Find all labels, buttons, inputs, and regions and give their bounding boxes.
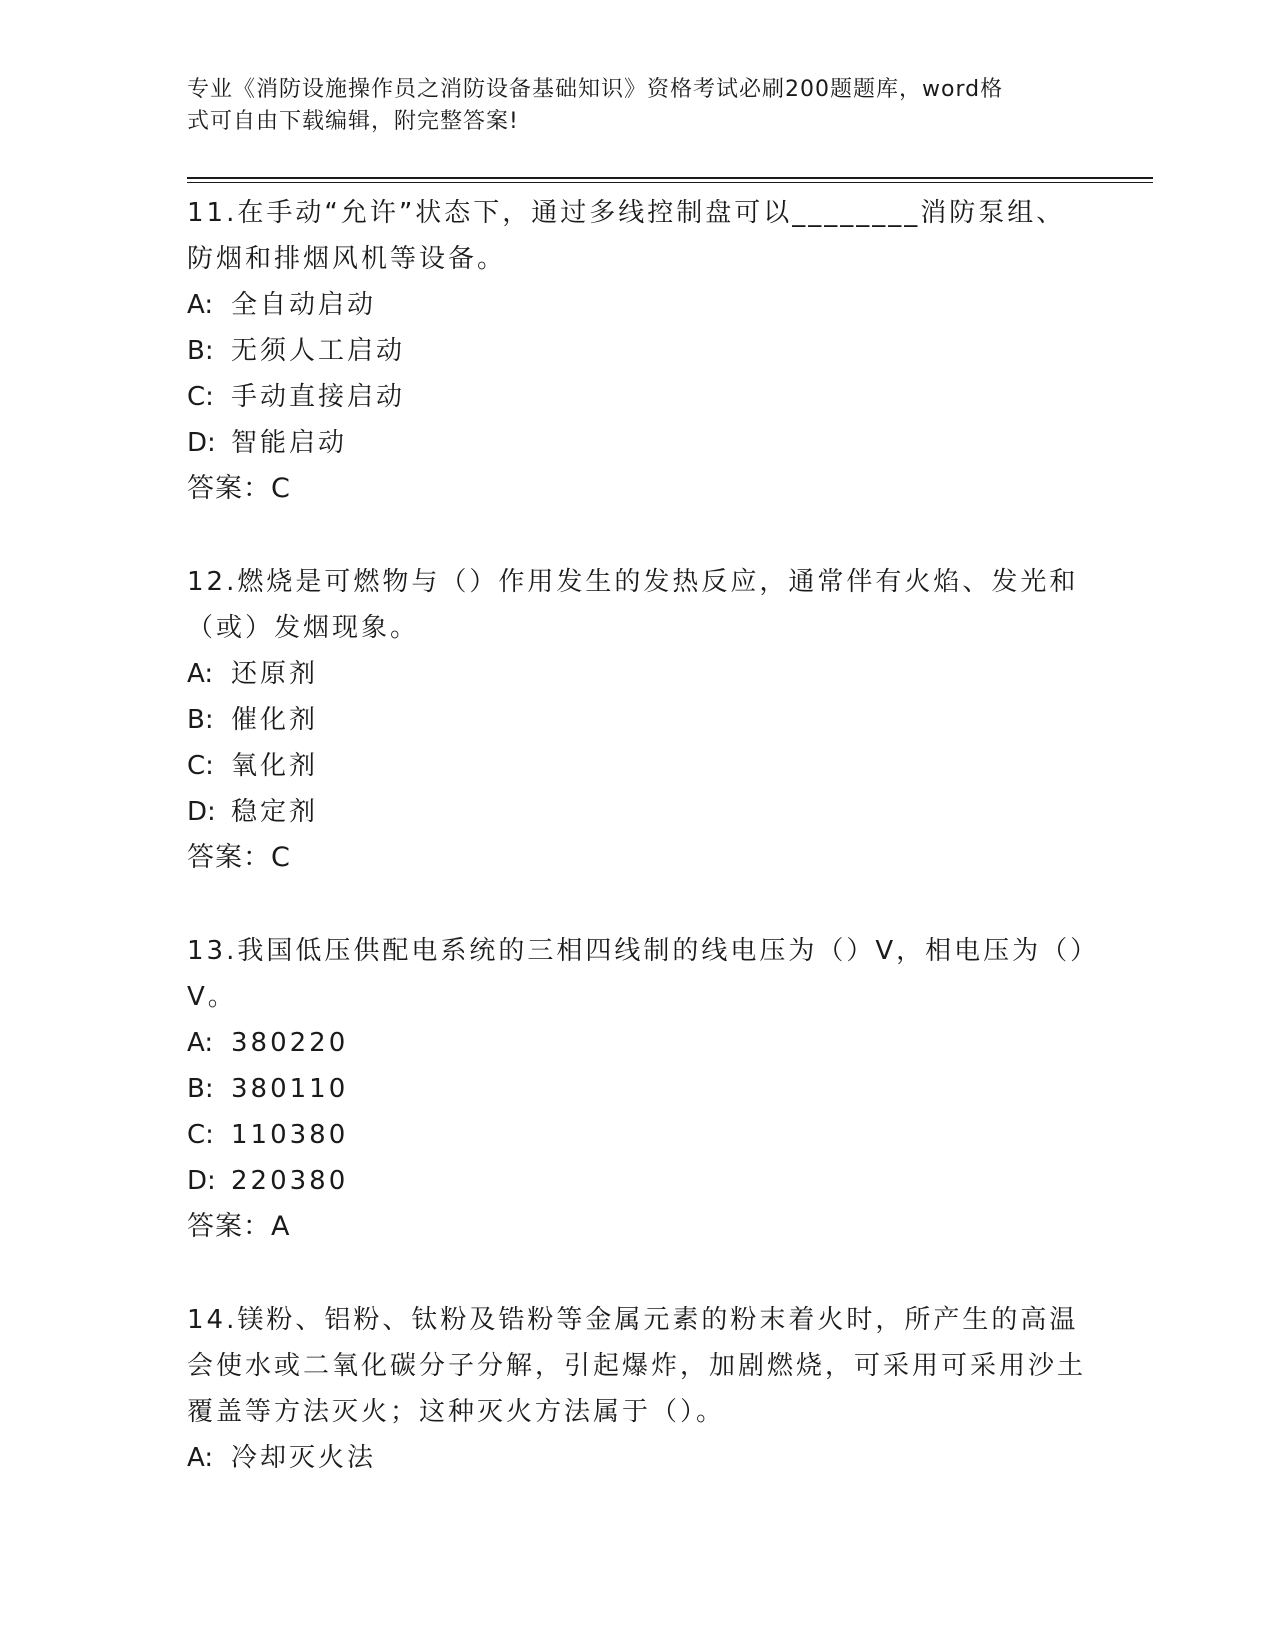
option-letter: D: xyxy=(187,1166,216,1196)
option-text: 氧化剂 xyxy=(231,751,319,781)
option-letter: A: xyxy=(187,290,214,320)
header-rule-thick xyxy=(187,177,1153,179)
document-header xyxy=(187,74,1087,138)
option-letter: C: xyxy=(187,382,214,412)
option-b xyxy=(187,328,1087,374)
question-stem: 11.在手动“允许”状态下，通过多线控制盘可以________消防泵组、防烟和排烟风机等设备。 xyxy=(187,198,1066,274)
option-text: 稳定剂 xyxy=(231,797,319,827)
option-a xyxy=(187,651,1087,697)
option-b xyxy=(187,697,1087,743)
option-letter: A: xyxy=(187,1028,214,1058)
option-letter: B: xyxy=(187,336,214,366)
answer-line: 答案：C xyxy=(187,473,291,504)
option-text: 220380 xyxy=(231,1166,349,1196)
option-text: 还原剂 xyxy=(231,659,319,689)
option-c xyxy=(187,374,1087,420)
question-stem: 12.燃烧是可燃物与（）作用发生的发热反应，通常伴有火焰、发光和（或）发烟现象。 xyxy=(187,567,1079,643)
option-letter: A: xyxy=(187,659,214,689)
option-a xyxy=(187,1435,1087,1481)
question-13 xyxy=(187,928,1087,1250)
option-text: 冷却灭火法 xyxy=(231,1443,377,1473)
option-text: 无须人工启动 xyxy=(231,336,406,366)
option-text: 380110 xyxy=(231,1074,349,1104)
question-list xyxy=(187,190,1087,1528)
option-text: 智能启动 xyxy=(231,428,348,458)
question-11 xyxy=(187,190,1087,512)
option-d xyxy=(187,789,1087,835)
option-c xyxy=(187,743,1087,789)
option-b xyxy=(187,1066,1087,1112)
answer-line: 答案：C xyxy=(187,842,291,873)
question-12 xyxy=(187,559,1087,881)
option-letter: B: xyxy=(187,1074,214,1104)
option-d xyxy=(187,1158,1087,1204)
option-text: 催化剂 xyxy=(231,705,319,735)
option-text: 110380 xyxy=(231,1120,349,1150)
header-line-2: 式可自由下载编辑，附完整答案! xyxy=(187,109,519,134)
question-14 xyxy=(187,1297,1087,1481)
option-letter: C: xyxy=(187,751,214,781)
option-a xyxy=(187,282,1087,328)
question-stem: 13.我国低压供配电系统的三相四线制的线电压为（）V，相电压为（）V。 xyxy=(187,936,1087,1012)
option-letter: A: xyxy=(187,1443,214,1473)
option-d xyxy=(187,420,1087,466)
header-line-1: 专业《消防设施操作员之消防设备基础知识》资格考试必刷200题题库，word格 xyxy=(187,77,1004,102)
option-text: 380220 xyxy=(231,1028,349,1058)
header-rule-thin xyxy=(187,182,1153,183)
option-letter: B: xyxy=(187,705,214,735)
option-letter: C: xyxy=(187,1120,214,1150)
option-letter: D: xyxy=(187,428,216,458)
option-a xyxy=(187,1020,1087,1066)
option-letter: D: xyxy=(187,797,216,827)
question-stem: 14.镁粉、铝粉、钛粉及锆粉等金属元素的粉末着火时，所产生的高温会使水或二氧化碳分子分解，引起爆炸，加剧燃烧，可采用可采用沙土覆盖等方法灭火；这种灭火方法属于（）。 xyxy=(187,1305,1087,1427)
answer-line: 答案：A xyxy=(187,1211,291,1242)
option-c xyxy=(187,1112,1087,1158)
option-text: 全自动启动 xyxy=(231,290,377,320)
option-text: 手动直接启动 xyxy=(231,382,406,412)
